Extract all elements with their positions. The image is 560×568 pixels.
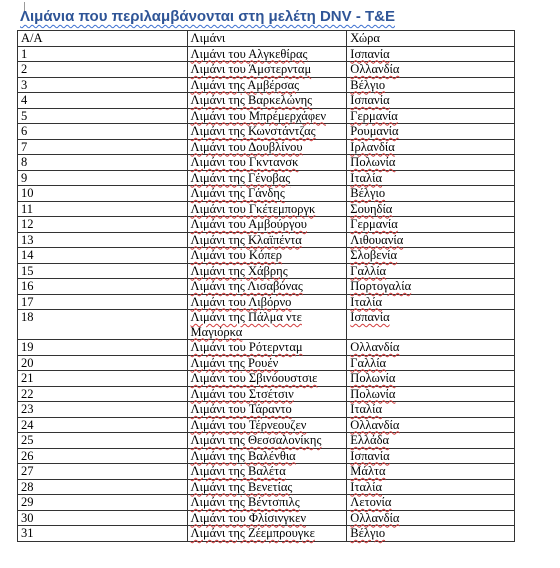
row-number: 21 (18, 371, 188, 387)
row-number: 31 (18, 526, 188, 542)
row-number: 5 (18, 108, 188, 124)
row-port-line2: Μαγιόρκα (190, 324, 243, 339)
table-row (18, 340, 515, 356)
row-port: Λιμάνι της Κλαϊπέντα (187, 232, 347, 248)
table-row (18, 279, 515, 295)
table-row (18, 201, 515, 217)
row-country: Πορτογαλία (347, 279, 515, 295)
row-country: Γαλλία (347, 355, 515, 371)
row-country: Μάλτα (347, 464, 515, 480)
table-row (18, 263, 515, 279)
table-row (18, 464, 515, 480)
row-number: 3 (18, 77, 188, 93)
row-country: Ελλάδα (347, 433, 515, 449)
row-number: 17 (18, 294, 188, 310)
row-number: 19 (18, 340, 188, 356)
row-country: Ιταλία (347, 402, 515, 418)
table-row (18, 248, 515, 264)
table-row (18, 386, 515, 402)
row-number: 8 (18, 155, 188, 171)
row-country: Ιταλία (347, 294, 515, 310)
row-port: Λιμάνι της Ζέεμπρουγκε (187, 526, 347, 542)
table-row (18, 433, 515, 449)
row-country: Βέλγιο (347, 77, 515, 93)
row-country: Ολλανδία (347, 510, 515, 526)
row-number: 4 (18, 93, 188, 109)
row-port: Λιμάνι της Βαρκελώνης (187, 93, 347, 109)
row-port: Λιμάνι της Κωνστάντζας (187, 124, 347, 140)
header-country: Χώρα (347, 31, 515, 47)
row-country: Ισπανία (347, 93, 515, 109)
row-number: 22 (18, 386, 188, 402)
row-country: Βέλγιο (347, 186, 515, 202)
table-row (18, 62, 515, 78)
row-country: Ισπανία (347, 448, 515, 464)
table-row (18, 310, 515, 340)
row-port: Λιμάνι του Σβινόουστσιε (187, 371, 347, 387)
row-country: Γερμανία (347, 108, 515, 124)
row-country: Ισπανία (347, 46, 515, 62)
table-row (18, 46, 515, 62)
row-country: Ισπανία (347, 310, 515, 340)
ports-table (17, 30, 515, 542)
row-country: Ολλανδία (347, 417, 515, 433)
row-country: Ρουμανία (347, 124, 515, 140)
row-port: Λιμάνι του Μπρέμερχάφεν (187, 108, 347, 124)
table-row (18, 93, 515, 109)
table-row (18, 232, 515, 248)
row-port: Λιμάνι του Λιβόρνο (187, 294, 347, 310)
row-country: Ιταλία (347, 479, 515, 495)
row-country: Πολωνία (347, 371, 515, 387)
row-port: Λιμάνι της Γένοβας (187, 170, 347, 186)
row-port: Λιμάνι της Λισαβόνας (187, 279, 347, 295)
row-port (187, 310, 347, 340)
row-port: Λιμάνι του Τάραντο (187, 402, 347, 418)
row-port: Λιμάνι της Αμβέρσας (187, 77, 347, 93)
row-country: Λιθουανία (347, 232, 515, 248)
row-number: 12 (18, 217, 188, 233)
row-number: 27 (18, 464, 188, 480)
row-number: 24 (18, 417, 188, 433)
table-row (18, 448, 515, 464)
row-number: 14 (18, 248, 188, 264)
row-number: 26 (18, 448, 188, 464)
row-number: 18 (18, 310, 188, 340)
row-country: Γαλλία (347, 263, 515, 279)
table-row (18, 371, 515, 387)
table-row (18, 170, 515, 186)
table-header-row (18, 31, 515, 47)
row-number: 29 (18, 495, 188, 511)
row-port: Λιμάνι του Τέρνεουζεν (187, 417, 347, 433)
row-port: Λιμάνι του Γκέτεμποργκ (187, 201, 347, 217)
row-number: 28 (18, 479, 188, 495)
table-row (18, 417, 515, 433)
row-country: Ολλανδία (347, 340, 515, 356)
table-row (18, 355, 515, 371)
row-port: Λιμάνι του Άμστερνταμ (187, 62, 347, 78)
header-number: Α/Α (18, 31, 188, 47)
row-country: Ιταλία (347, 170, 515, 186)
table-row (18, 294, 515, 310)
table-row (18, 526, 515, 542)
row-number: 13 (18, 232, 188, 248)
table-row (18, 217, 515, 233)
row-port-line1: Λιμάνι της Πάλμα ντε (190, 310, 302, 324)
row-number: 6 (18, 124, 188, 140)
row-number: 25 (18, 433, 188, 449)
row-number: 16 (18, 279, 188, 295)
row-country: Ολλανδία (347, 62, 515, 78)
row-number: 11 (18, 201, 188, 217)
row-number: 15 (18, 263, 188, 279)
row-port: Λιμάνι του Φλίσινγκεν (187, 510, 347, 526)
row-port: Λιμάνι της Βαλέτα (187, 464, 347, 480)
table-row (18, 108, 515, 124)
table-row (18, 155, 515, 171)
table-row (18, 77, 515, 93)
row-country: Πολωνία (347, 386, 515, 402)
row-number: 10 (18, 186, 188, 202)
row-number: 7 (18, 139, 188, 155)
table-row (18, 479, 515, 495)
row-port: Λιμάνι του Αλγκεθίρας (187, 46, 347, 62)
row-number: 9 (18, 170, 188, 186)
row-country: Σουηδία (347, 201, 515, 217)
row-number: 2 (18, 62, 188, 78)
row-port: Λιμάνι της Βαλένθια (187, 448, 347, 464)
header-port: Λιμάνι (187, 31, 347, 47)
row-country: Πολωνία (347, 155, 515, 171)
row-country: Λετονία (347, 495, 515, 511)
row-port: Λιμάνι του Αμβούργου (187, 217, 347, 233)
table-row (18, 186, 515, 202)
table-row (18, 402, 515, 418)
row-number: 30 (18, 510, 188, 526)
row-country: Ιρλανδία (347, 139, 515, 155)
table-row (18, 510, 515, 526)
row-port: Λιμάνι της Βέντσπιλς (187, 495, 347, 511)
table-row (18, 139, 515, 155)
row-port: Λιμάνι της Γάνδης (187, 186, 347, 202)
row-number: 1 (18, 46, 188, 62)
row-port: Λιμάνι της Θεσσαλονίκης (187, 433, 347, 449)
row-port: Λιμάνι της Ρουέν (187, 355, 347, 371)
row-country: Βέλγιο (347, 526, 515, 542)
row-port: Λιμάνι του Στσέτσιν (187, 386, 347, 402)
row-port: Λιμάνι της Χάβρης (187, 263, 347, 279)
row-port: Λιμάνι της Βενετίας (187, 479, 347, 495)
row-country: Σλοβενία (347, 248, 515, 264)
table-row (18, 495, 515, 511)
row-port: Λιμάνι του Γκντανσκ (187, 155, 347, 171)
table-row (18, 124, 515, 140)
row-number: 23 (18, 402, 188, 418)
row-port: Λιμάνι του Δουβλίνου (187, 139, 347, 155)
document-title: Λιμάνια που περιλαμβάνονται στη μελέτη DNV - T&E (20, 8, 395, 25)
row-port: Λιμάνι του Κόπερ (187, 248, 347, 264)
row-number: 20 (18, 355, 188, 371)
row-port: Λιμάνι του Ρότερνταμ (187, 340, 347, 356)
row-country: Γερμανία (347, 217, 515, 233)
